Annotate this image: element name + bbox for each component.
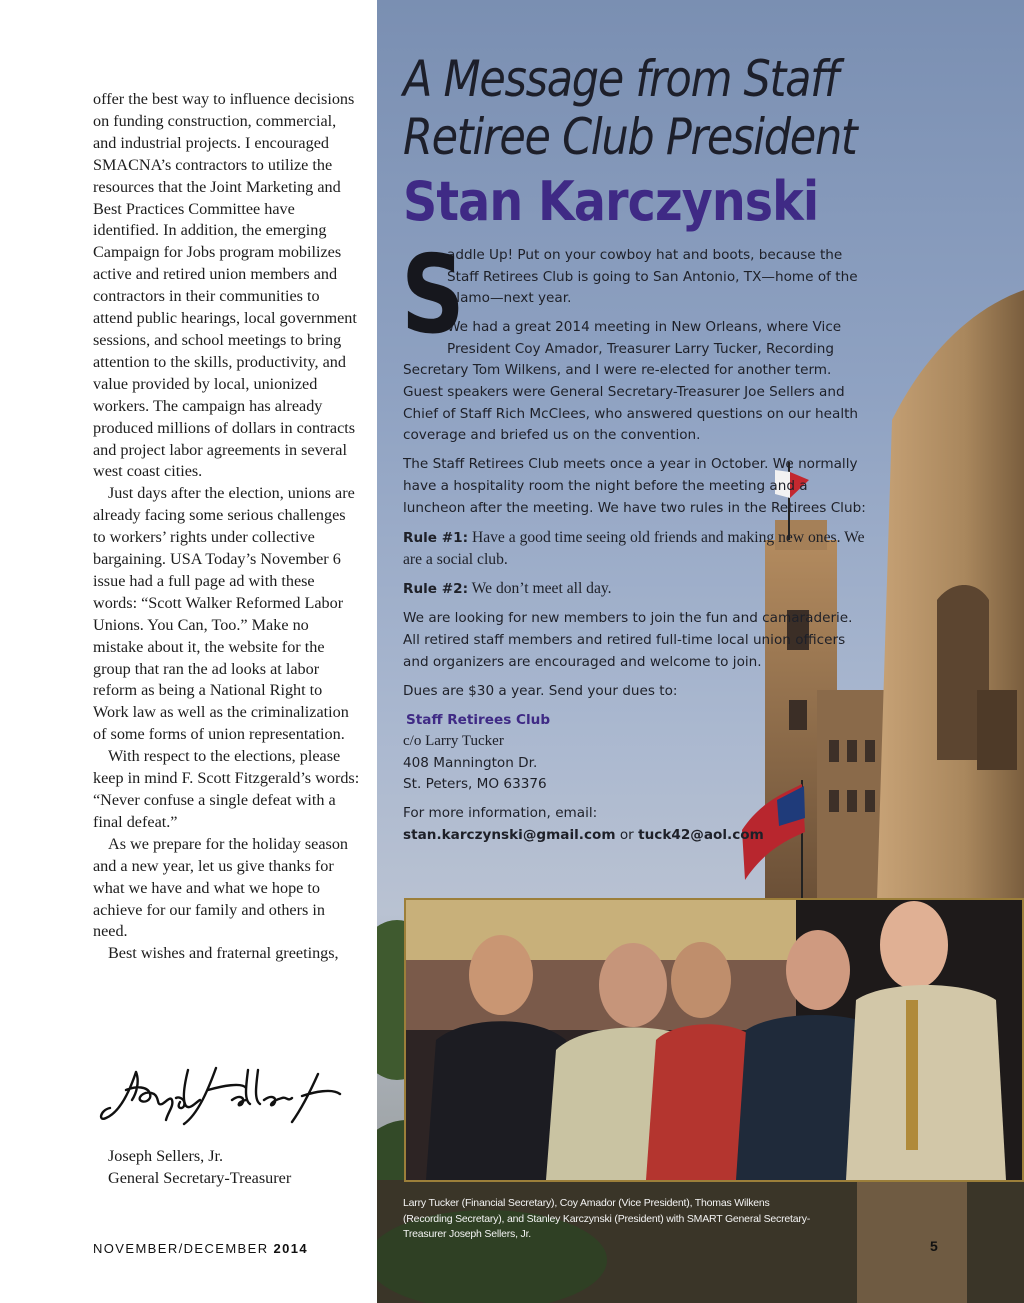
article-paragraph: [401, 233, 873, 358]
article-paragraph: We are looking for new members to join the fun and camaraderie. All retired staff members and retired full-time local union officers and organizers are encouraged and welcome to join.: [403, 610, 853, 670]
letter-paragraph: As we prepare for the holiday season and a new year, let us give thanks for what we have and what we hope to achieve for our family and others in need.: [93, 834, 349, 941]
article-paragraph: We had a great 2014 meeting in New Orleans, where Vice President Coy Amador, Treasurer Larry Tucker, Recording Secretary Tom Wilkens, and I were re-elected for another term. Guest speakers were General Secretary-Treasurer Joe Sellers and Chief of Staff Rich McClees, who answered questions on our health coverage and briefed us on the convention.: [403, 319, 859, 444]
club-name: Staff Retirees Club: [406, 711, 551, 728]
signature-image: [96, 1060, 356, 1130]
signer-title: General Secretary-Treasurer: [108, 1168, 292, 1187]
email-line: [403, 825, 873, 847]
letter-paragraph: Just days after the election, unions are already facing some serious challenges to workers’ rights under collective bargaining. USA Today’s November 6 issue had a full page ad with these words: “Scott Walker Reformed Labor Unions. You Can, Too.” Make no mistake about it, the website for the group that ran the ad looks at labor reform as being a National Right to Work law as well as the criminalization of some forms of union representation.: [93, 484, 355, 744]
group-photo: [404, 898, 1024, 1182]
issue-month: NOVEMBER/DECEMBER: [93, 1241, 269, 1256]
rule-1: [403, 527, 873, 571]
drop-cap: S: [401, 233, 465, 358]
issue-year: 2014: [273, 1241, 309, 1256]
article-body: [401, 233, 873, 847]
rule-2-text: We don’t meet all day.: [471, 580, 612, 598]
email-or: or: [619, 827, 634, 843]
issue-footer: [93, 1241, 308, 1256]
paragraph-text: addle Up! Put on your cowboy hat and boots, because the Staff Retirees Club is going to San Antonio, TX—home of the Alamo—next year.: [447, 247, 858, 307]
headline-line-2: Retiree Club President: [403, 108, 857, 166]
article-paragraph: Dues are $30 a year. Send your dues to:: [403, 682, 678, 699]
rule-1-label: Rule #1:: [403, 529, 469, 546]
signer-block: [108, 1146, 368, 1190]
letter-closing: Best wishes and fraternal greetings,: [108, 944, 339, 963]
headline-name: Stan Karczynski: [403, 170, 819, 233]
letter-paragraph: With respect to the elections, please keep in mind F. Scott Fitzgerald’s words: “Never confuse a single defeat with a final defeat.”: [93, 747, 360, 831]
rule-2: [403, 578, 873, 601]
letter-body: [93, 89, 361, 965]
article-headline: [403, 50, 928, 166]
article-panel: [377, 0, 1024, 1303]
mailing-address: [403, 710, 873, 796]
rule-2-label: Rule #2:: [403, 581, 469, 598]
street-address: 408 Mannington Dr.: [403, 754, 538, 771]
letter-paragraph: offer the best way to influence decisions on funding construction, commercial, and industrial projects. I encouraged SMACNA’s contractors to utilize the resources that the Joint Marketing and Best Practices Committee have identified. In addition, the emerging Campaign for Jobs program mobilizes active and retired union members and contractors in their communities to attend public hearings, local government sessions, and school meetings to bring attention to the skills, productivity, and value provided by local, unionized workers. The campaign has already produced millions of dollars in contracts and project labor agreements in several west coast cities.: [93, 90, 357, 481]
email-link-tuck[interactable]: tuck42@aol.com: [638, 827, 764, 843]
more-info-label: For more information, email:: [403, 805, 598, 822]
email-link-stan[interactable]: stan.karczynski@gmail.com: [403, 827, 616, 843]
page-number: 5: [930, 1238, 938, 1254]
photo-caption: Larry Tucker (Financial Secretary), Coy Amador (Vice President), Thomas Wilkens (Recording Secretary), and Stanley Karczynski (President) with SMART General Secretary-Treasurer Joseph Sellers, Jr.: [403, 1197, 811, 1240]
city-state-zip: St. Peters, MO 63376: [403, 776, 547, 792]
signer-name: Joseph Sellers, Jr.: [108, 1147, 224, 1165]
care-of: c/o Larry Tucker: [403, 733, 504, 750]
article-paragraph: The Staff Retirees Club meets once a year in October. We normally have a hospitality room the night before the meeting and a luncheon after the meeting. We have two rules in the Retirees Club:: [403, 456, 866, 516]
rule-1-text: Have a good time seeing old friends and making new ones. We are a social club.: [403, 528, 865, 569]
headline-line-1: A Message from Staff: [403, 50, 838, 108]
group-photo-image: [406, 900, 1022, 1180]
